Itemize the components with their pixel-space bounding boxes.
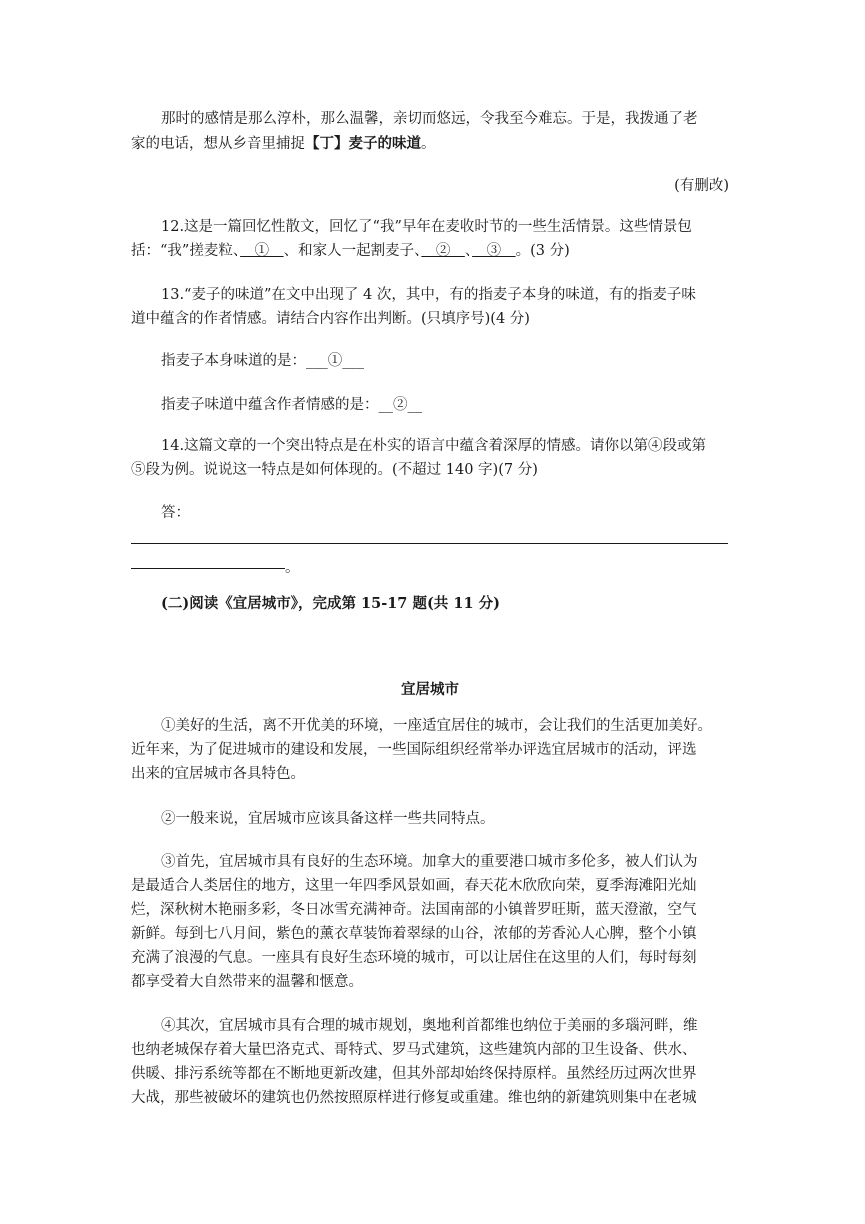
paragraph-line: 家的电话，想从乡音里捕捉【丁】麦子的味道。 (131, 135, 436, 152)
question-12-line: 12.这是一篇回忆性散文，回忆了“我”早年在麦收时节的一些生活情景。这些情景包 (161, 219, 692, 235)
article-line: 供暖、排污系统等都在不断地更新改建，但其外部却始终保持原样。虽然经历过两次世界 (131, 1066, 697, 1082)
blank-answer-1: ___①___ (306, 353, 364, 369)
article-title: 宜居城市 (401, 681, 459, 698)
article-line: ④其次，宜居城市具有合理的城市规划，奥地利首都维也纳位于美丽的多瑙河畔，维 (161, 1018, 698, 1034)
answer-end-mark: 。 (285, 560, 300, 576)
article-line: 新鲜。每到七八月间，紫色的薰衣草装饰着翠绿的山谷，浓郁的芳香沁人心脾，整个小镇 (131, 926, 697, 942)
article-line: 大战，那些被破坏的建筑也仍然按照原样进行修复或重建。维也纳的新建筑则集中在老城 (131, 1090, 697, 1106)
article-line: 是最适合人类居住的地方，这里一年四季风景如画，春天花木欣欣向荣，夏季海滩阳光灿 (131, 878, 697, 894)
paragraph-line: 那时的感情是那么淳朴，那么温馨，亲切而悠远，令我至今难忘。于是，我拨通了老 (161, 111, 698, 127)
section-heading: (二)阅读《宜居城市》，完成第 15-17 题(共 11 分) (161, 595, 500, 612)
article-line: ③首先，宜居城市具有良好的生态环境。加拿大的重要港口城市多伦多，被人们认为 (161, 854, 698, 870)
answer-rule (131, 568, 285, 569)
blank-1: ① (240, 243, 284, 259)
question-13-line: 道中蕴含的作者情感。请结合内容作出判断。(只填序号)(4 分) (131, 311, 530, 327)
edit-note: (有删改) (674, 178, 729, 194)
question-14-line: ⑤段为例。说说这一特点是如何体现的。(不超过 140 字)(7 分) (131, 462, 538, 478)
blank-2: ② (421, 243, 465, 259)
answer-label: 答： (161, 505, 190, 521)
answer-line-1: 指麦子本身味道的是：___①___ (161, 353, 364, 369)
bold-phrase: 【丁】麦子的味道 (305, 135, 421, 152)
article-line: 出来的宜居城市各具特色。 (131, 766, 305, 782)
question-14-line: 14.这篇文章的一个突出特点是在朴实的语言中蕴含着深厚的情感。请你以第④段或第 (161, 438, 707, 454)
answer-rule (131, 543, 728, 544)
question-13-line: 13.“麦子的味道”在文中出现了 4 次，其中，有的指麦子本身的味道，有的指麦子味 (161, 287, 696, 303)
blank-3: ③ (472, 243, 516, 259)
article-line: 充满了浪漫的气息。一座具有良好生态环境的城市，可以让居住在这里的人们，每时每刻 (131, 950, 697, 966)
article-line: ②一般来说，宜居城市应该具备这样一些共同特点。 (161, 811, 495, 827)
article-line: 近年来，为了促进城市的建设和发展，一些国际组织经常举办评选宜居城市的活动，评选 (131, 742, 697, 758)
article-line: ①美好的生活，离不开优美的环境，一座适宜居住的城市，会让我们的生活更加美好。 (161, 718, 712, 734)
answer-line-2: 指麦子味道中蕴含作者情感的是：__②__ (161, 397, 422, 413)
blank-answer-2: __②__ (378, 397, 422, 413)
article-line: 也纳老城保存着大量巴洛克式、哥特式、罗马式建筑，这些建筑内部的卫生设备、供水、 (131, 1042, 697, 1058)
question-12-line: 括：“我”搓麦粒、 ① 、和家人一起割麦子、 ② 、 ③ 。(3 分) (131, 243, 570, 259)
article-line: 都享受着大自然带来的温馨和惬意。 (131, 974, 363, 990)
article-line: 烂，深秋树木艳丽多彩，冬日冰雪充满神奇。法国南部的小镇普罗旺斯，蓝天澄澈，空气 (131, 902, 697, 918)
